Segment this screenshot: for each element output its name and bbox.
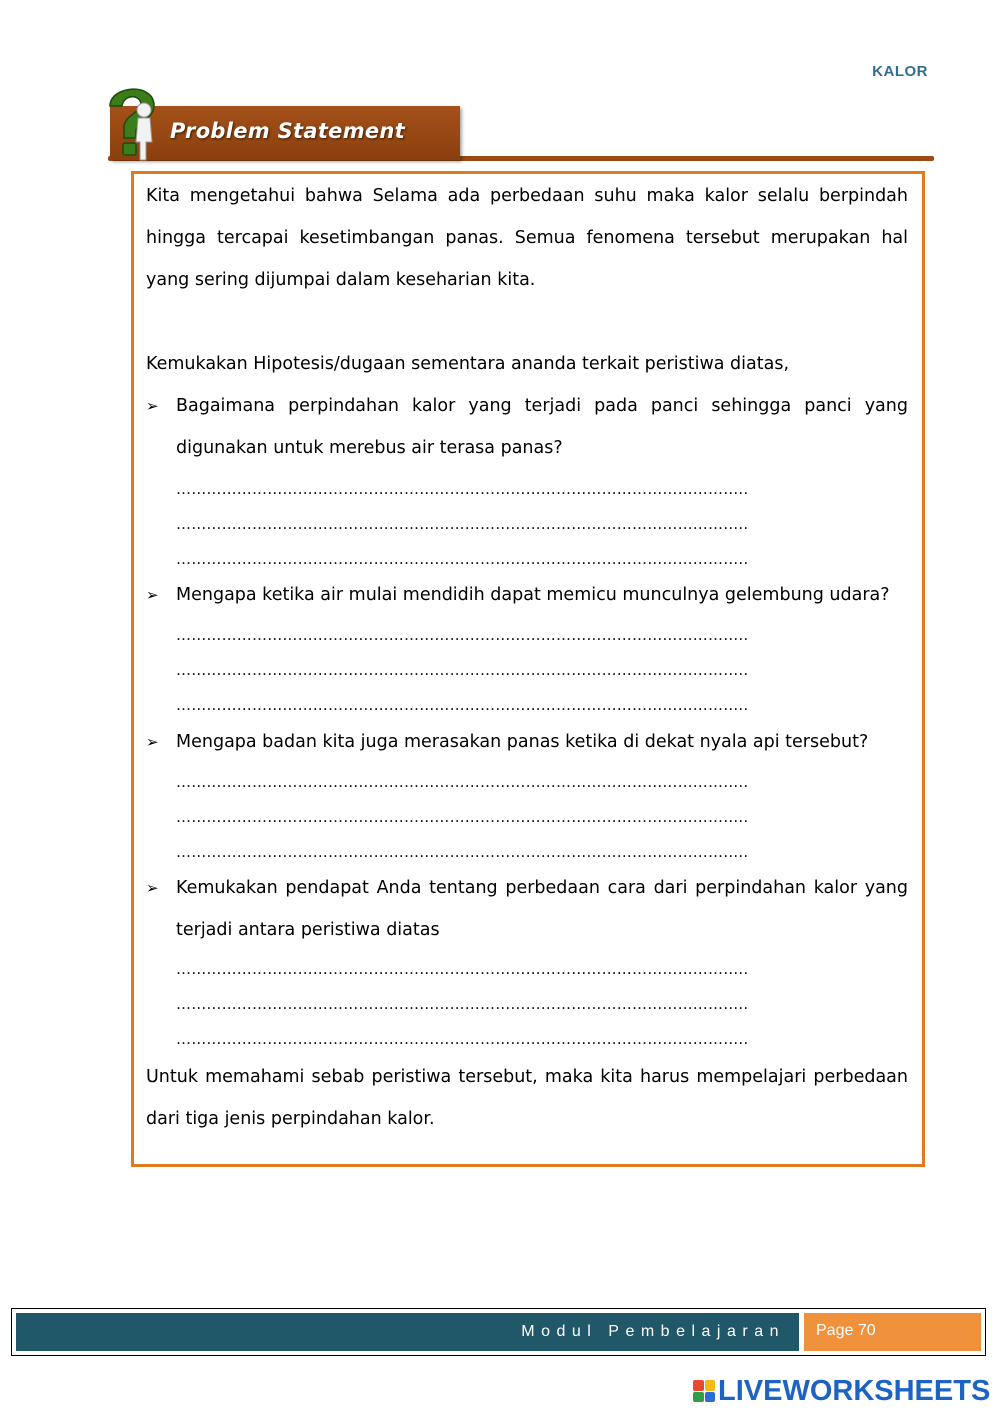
answer-line[interactable]: …………………………………………………………………………………………………..	[176, 696, 749, 714]
arrow-bullet-icon: ➢	[146, 586, 159, 604]
answer-line[interactable]: …………………………………………………………………………………………………..	[176, 960, 749, 978]
footer-module-bar	[16, 1313, 799, 1351]
answer-line[interactable]: …………………………………………………………………………………………………..	[176, 808, 749, 826]
answer-line[interactable]: …………………………………………………………………………………………………..	[176, 626, 749, 644]
question-text: Mengapa badan kita juga merasakan panas ketika di dekat nyala api tersebut?	[176, 732, 869, 752]
page-number: Page 70	[816, 1322, 876, 1339]
arrow-bullet-icon: ➢	[146, 733, 159, 751]
chapter-title: KALOR	[872, 63, 928, 80]
answer-line[interactable]: …………………………………………………………………………………………………..	[176, 843, 749, 861]
answer-line[interactable]: …………………………………………………………………………………………………..	[176, 515, 749, 533]
arrow-bullet-icon: ➢	[146, 397, 159, 415]
answer-line[interactable]: …………………………………………………………………………………………………..	[176, 480, 749, 498]
intro-paragraph: Kita mengetahui bahwa Selama ada perbedaan suhu maka kalor selalu berpindah hingga tercapai kesetimbangan panas. Semua fenomena tersebut merupakan hal yang sering dijumpai dalam keseharian kita.	[146, 186, 908, 290]
arrow-bullet-icon: ➢	[146, 879, 159, 897]
answer-line[interactable]: …………………………………………………………………………………………………..	[176, 550, 749, 568]
liveworksheets-watermark	[693, 1374, 990, 1408]
conclusion-paragraph: Untuk memahami sebab peristiwa tersebut, maka kita harus mempelajari perbedaan dari tiga jenis perpindahan kalor.	[146, 1067, 908, 1129]
question-text: Bagaimana perpindahan kalor yang terjadi pada panci sehingga panci yang digunakan untuk merebus air terasa panas?	[176, 396, 908, 458]
footer-module-label: Modul Pembelajaran	[521, 1323, 785, 1340]
question-text: Mengapa ketika air mulai mendidih dapat memicu munculnya gelembung udara?	[176, 585, 890, 605]
instruction-text: Kemukakan Hipotesis/dugaan sementara ananda terkait peristiwa diatas,	[146, 354, 790, 374]
question-mark-icon	[100, 80, 164, 166]
answer-line[interactable]: …………………………………………………………………………………………………..	[176, 773, 749, 791]
footer-page-box	[804, 1313, 981, 1351]
liveworksheets-brand: LIVEWORKSHEETS	[718, 1374, 991, 1407]
banner-title: Problem Statement	[170, 119, 406, 143]
answer-line[interactable]: …………………………………………………………………………………………………..	[176, 995, 749, 1013]
liveworksheets-logo-icon	[693, 1380, 715, 1402]
answer-line[interactable]: …………………………………………………………………………………………………..	[176, 661, 749, 679]
answer-line[interactable]: …………………………………………………………………………………………………..	[176, 1030, 749, 1048]
question-text: Kemukakan pendapat Anda tentang perbedaan cara dari perpindahan kalor yang terjadi antara peristiwa diatas	[176, 878, 908, 940]
